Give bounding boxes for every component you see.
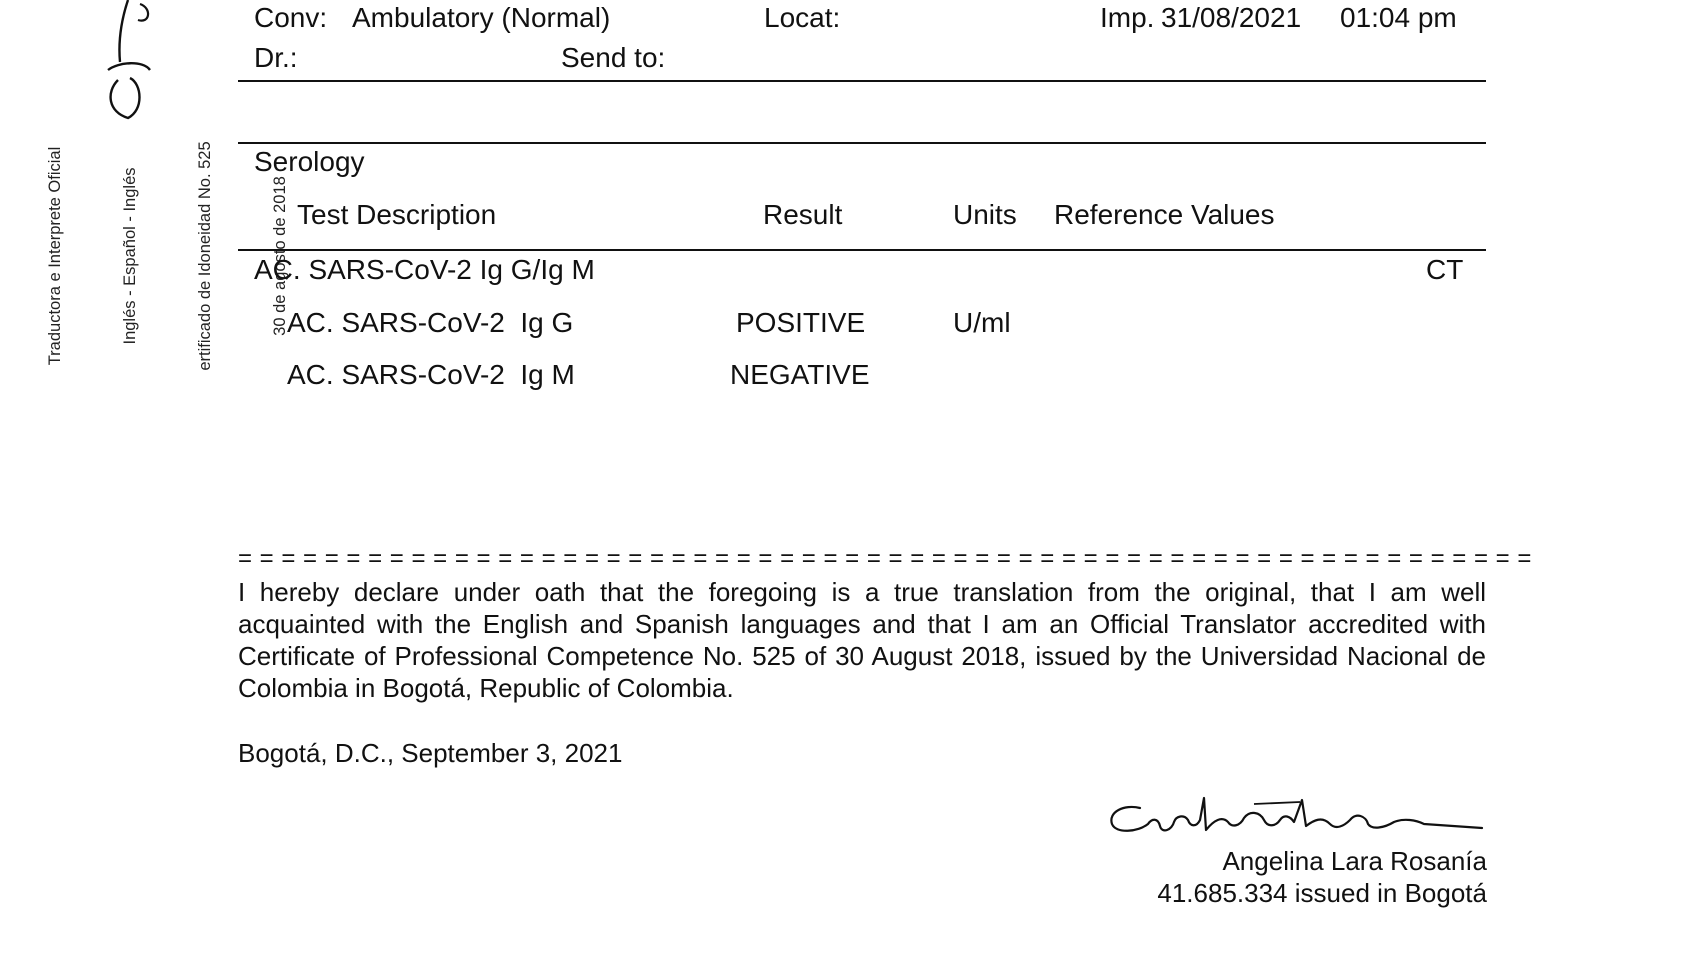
imp-date: 31/08/2021	[1161, 2, 1302, 33]
imp-time: 01:04 pm	[1340, 2, 1457, 33]
send-to-label: Send to:	[561, 42, 666, 73]
stamp-line-certificate: ertificado de Idoneidad No. 525	[196, 141, 214, 371]
separator-line: = = = = = = = = = = = = = = = = = = = = = = = = = = = = = = = = = = = = = = = = = = = = = = = = = = = = = = = = = = = =	[238, 545, 1532, 572]
section-rule	[238, 142, 1486, 144]
imp-label: Imp.	[1100, 2, 1155, 33]
stamp-line-date: 30 de agosto de 2018	[271, 176, 289, 336]
column-header-result: Result	[763, 199, 843, 230]
column-header-reference: Reference Values	[1054, 199, 1275, 230]
locat-label: Locat:	[764, 2, 841, 33]
row-igm-result: NEGATIVE	[730, 359, 870, 390]
column-header-units: Units	[953, 199, 1017, 230]
conv-value: Ambulatory (Normal)	[352, 2, 611, 33]
place-date: Bogotá, D.C., September 3, 2021	[238, 738, 623, 768]
test-group-name: AC. SARS-CoV-2 Ig G/Ig M	[254, 254, 595, 285]
signature-id-line: 41.685.334 issued in Bogotá	[1157, 878, 1487, 908]
stamp-line-title: Traductora e Interprete Oficial	[46, 146, 64, 366]
conv-label: Conv:	[254, 2, 328, 33]
declaration-paragraph: I hereby declare under oath that the foregoing is a true translation from the original, that I am well acquainted with the English and Spanish languages and that I am an Official Translator accredited with Certificate of Professional Competence No. 525 of 30 August 2018, issued by the Universidad Nacional de Colombia in Bogotá, Republic of Colombia.	[238, 577, 1486, 703]
translator-signature	[1104, 790, 1490, 852]
row-igm-description: AC. SARS-CoV-2 Ig M	[287, 359, 575, 390]
row-igg-description: AC. SARS-CoV-2 Ig G	[287, 307, 574, 338]
table-header-rule	[238, 249, 1486, 251]
stamp-line-languages: Inglés - Español - Inglés	[121, 167, 139, 345]
dr-label: Dr.:	[254, 42, 298, 73]
section-title: Serology	[254, 146, 365, 177]
row-igg-units: U/ml	[953, 307, 1011, 338]
test-group-code: CT	[1426, 254, 1464, 285]
handwritten-mark	[88, 0, 158, 130]
signature-name: Angelina Lara Rosanía	[1222, 846, 1487, 876]
row-igg-result: POSITIVE	[736, 307, 866, 338]
header-rule	[238, 80, 1486, 82]
column-header-description: Test Description	[297, 199, 497, 230]
